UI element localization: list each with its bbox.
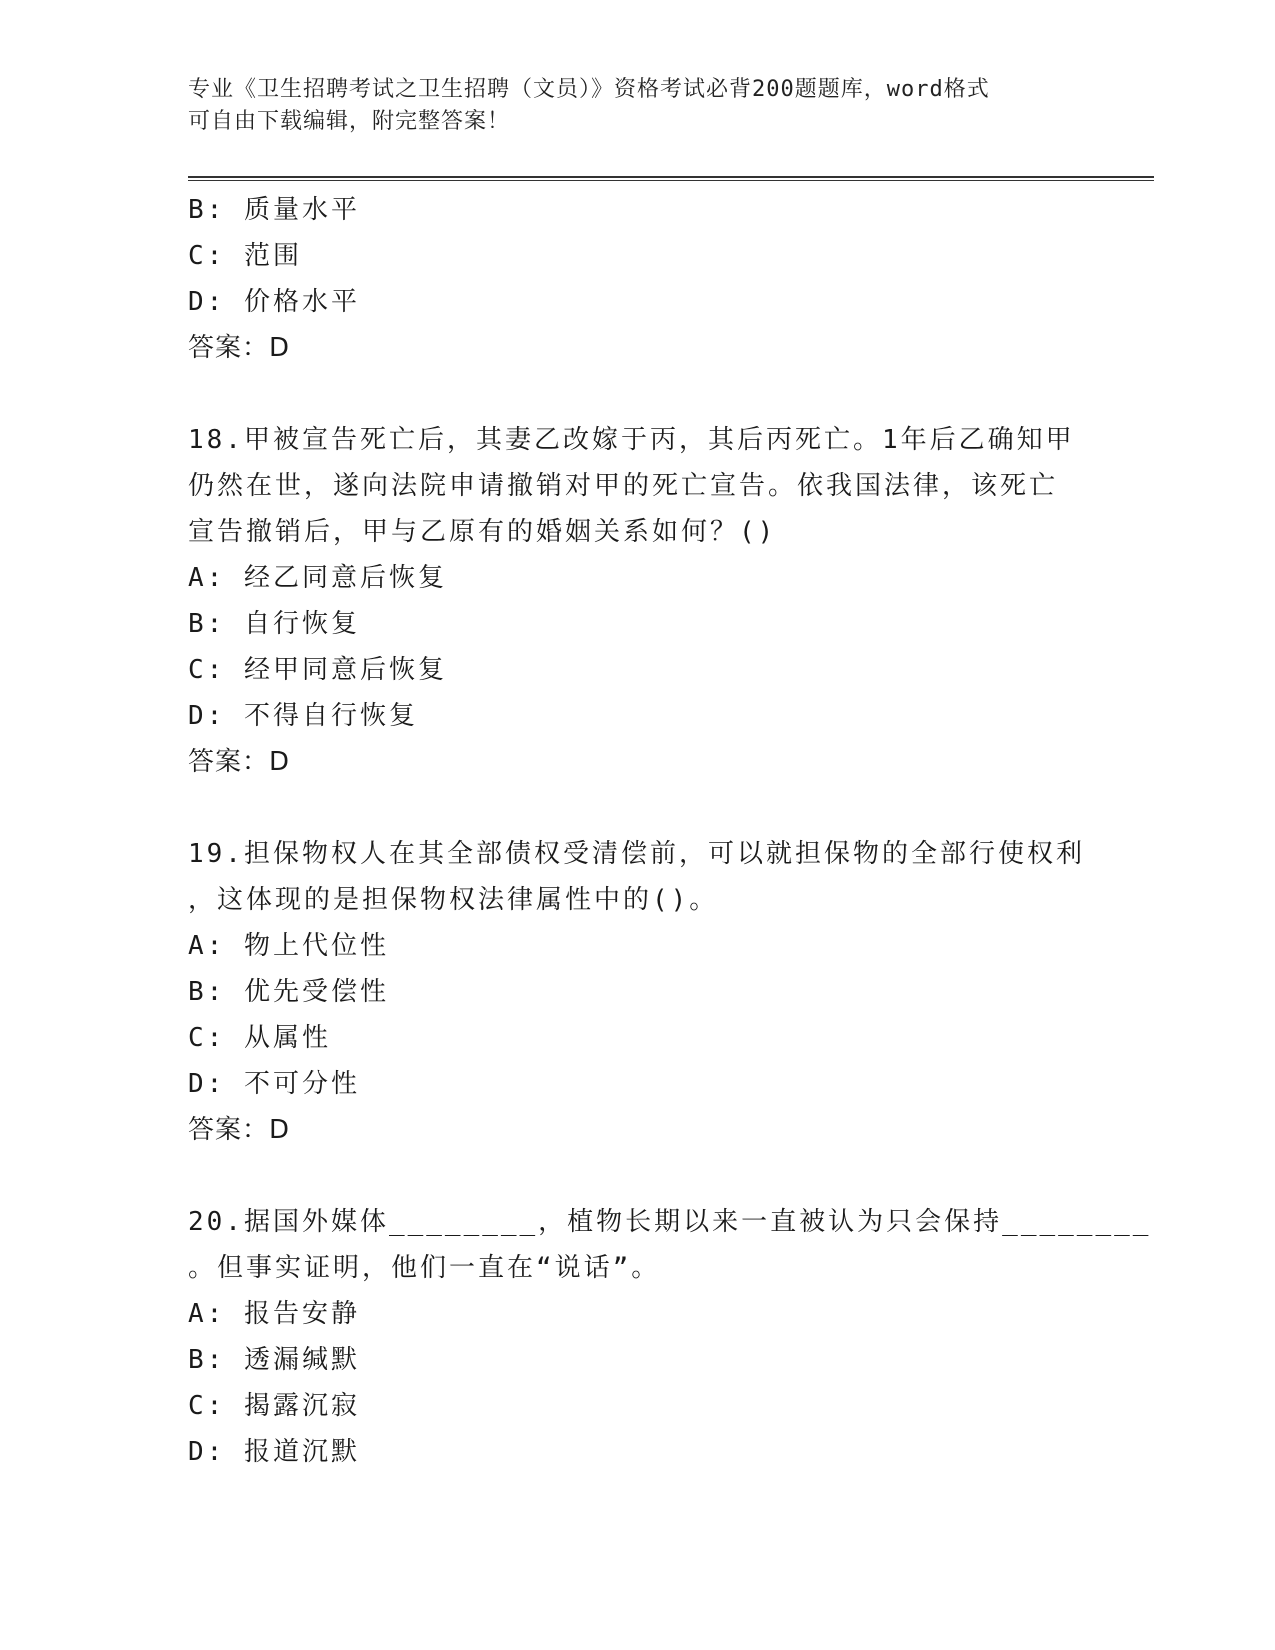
question-block-17 bbox=[188, 187, 1088, 371]
question-text-line: 。但事实证明，他们一直在“说话”。 bbox=[188, 1253, 661, 1283]
question-text-line: 宣告撤销后，甲与乙原有的婚姻关系如何？() bbox=[188, 517, 777, 547]
option-d: D: 价格水平 bbox=[188, 287, 360, 317]
option-c: C: 揭露沉寂 bbox=[188, 1391, 360, 1421]
question-block-19 bbox=[188, 831, 1088, 1153]
option-d: D: 报道沉默 bbox=[188, 1437, 360, 1467]
question-text-line: 19.担保物权人在其全部债权受清偿前，可以就担保物的全部行使权利 bbox=[188, 839, 1085, 869]
option-c: C: 范围 bbox=[188, 241, 302, 271]
question-text-line: ，这体现的是担保物权法律属性中的()。 bbox=[188, 885, 719, 915]
option-d: D: 不可分性 bbox=[188, 1069, 360, 1099]
option-b: B: 自行恢复 bbox=[188, 609, 360, 639]
answer-line: 答案：D bbox=[188, 1115, 291, 1145]
answer-line: 答案：D bbox=[188, 747, 291, 777]
option-c: C: 经甲同意后恢复 bbox=[188, 655, 447, 685]
question-list bbox=[188, 187, 1152, 1475]
option-b: B: 质量水平 bbox=[188, 195, 360, 225]
option-a: A: 物上代位性 bbox=[188, 931, 389, 961]
option-c: C: 从属性 bbox=[188, 1023, 331, 1053]
option-a: A: 经乙同意后恢复 bbox=[188, 563, 447, 593]
option-b: B: 优先受偿性 bbox=[188, 977, 389, 1007]
question-block-20 bbox=[188, 1199, 1152, 1475]
answer-line: 答案：D bbox=[188, 333, 291, 363]
header-line-2: 可自由下载编辑，附完整答案！ bbox=[188, 109, 511, 134]
question-text-line: 20.据国外媒体________，植物长期以来一直被认为只会保持________ bbox=[188, 1207, 1152, 1237]
question-text-line: 仍然在世，遂向法院申请撤销对甲的死亡宣告。依我国法律，该死亡 bbox=[188, 471, 1059, 501]
header-divider bbox=[188, 176, 1154, 182]
question-block-18 bbox=[188, 417, 1088, 785]
option-b: B: 透漏缄默 bbox=[188, 1345, 360, 1375]
option-a: A: 报告安静 bbox=[188, 1299, 360, 1329]
document-header bbox=[188, 74, 1068, 138]
question-text-line: 18.甲被宣告死亡后，其妻乙改嫁于丙，其后丙死亡。1年后乙确知甲 bbox=[188, 425, 1075, 455]
header-line-1: 专业《卫生招聘考试之卫生招聘（文员）》资格考试必背200题题库，word格式 bbox=[188, 77, 990, 102]
option-d: D: 不得自行恢复 bbox=[188, 701, 418, 731]
